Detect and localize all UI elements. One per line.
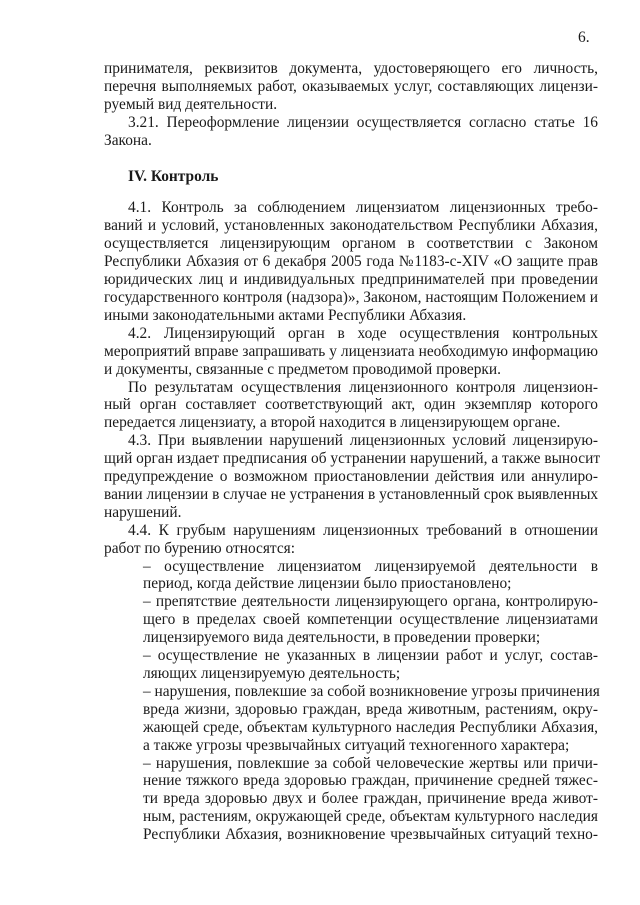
- text-line: государственного контроля (надзора)», Законом, настоящим Положением и: [104, 288, 598, 306]
- text-line: – препятствие деятельности лицензирующего органа, контролирую-: [143, 593, 598, 611]
- text-line: ным, растениям, окружающей среде, объектам культурного наследия: [143, 808, 598, 826]
- text-line: иными законодательными актами Республики Абхазия.: [104, 306, 467, 324]
- text-line: нарушений.: [104, 503, 182, 521]
- text-line: нение тяжкого вреда здоровью граждан, причинение средней тяжес-: [143, 772, 598, 790]
- document-body: [104, 60, 601, 844]
- text-line: – нарушения, повлекшие за собой человеческие жертвы или причи-: [143, 754, 598, 772]
- text-line: вании лицензии в случае не устранения в установленный срок выявленных: [104, 485, 599, 503]
- bullet-item: [143, 647, 598, 683]
- text-line: 4.3. При выявлении нарушений лицензионных условий лицензирую-: [128, 432, 598, 450]
- text-line: 3.21. Переоформление лицензии осуществляется согласно статье 16: [128, 113, 598, 131]
- bullet-item: [143, 558, 598, 594]
- text-line: щий орган издает предписания об устранении нарушений, а также выносит: [104, 450, 601, 468]
- text-line: Республики Абхазия от 6 декабря 2005 года №1183-с-XIV «О защите прав: [104, 253, 598, 271]
- text-line: 4.1. Контроль за соблюдением лицензиатом лицензионных требо-: [128, 199, 598, 217]
- text-line: лицензируемого вида деятельности, в проведении проверки;: [143, 629, 541, 647]
- text-line: жающей среде, объектам культурного наследия Республики Абхазия,: [143, 718, 598, 736]
- text-line: – осуществление лицензиатом лицензируемой деятельности в: [143, 557, 598, 575]
- text-line: – осуществление не указанных в лицензии работ и услуг, состав-: [143, 647, 598, 665]
- text-line: щего в пределах своей компетенции осуществление лицензиатами: [143, 611, 598, 629]
- text-line: ляющих лицензируемую деятельность;: [143, 665, 401, 682]
- paragraph-4-4: [104, 522, 598, 558]
- text-line: ный орган составляет соответствующий акт, один экземпляр которого: [104, 396, 598, 414]
- text-line: руемый вид деятельности.: [104, 95, 278, 113]
- paragraph-4-3: [104, 432, 601, 522]
- text-line: период, когда действие лицензии было приостановлено;: [143, 575, 512, 593]
- paragraph-4-1: [104, 199, 598, 324]
- section-heading: IV. Контроль: [128, 167, 219, 185]
- text-line: предупреждение о возможном приостановлении действия или аннулиро-: [104, 468, 598, 486]
- bullet-item: [143, 683, 598, 755]
- text-line: осуществляется лицензирующим органом в соответствии с Законом: [104, 235, 598, 253]
- text-line: передается лицензиату, а второй находится в лицензирующем органе.: [104, 414, 561, 432]
- text-line: 4.2. Лицензирующий орган в ходе осуществления контрольных: [128, 324, 598, 342]
- page-number: 6.: [578, 29, 590, 46]
- paragraph-3-21: [104, 114, 598, 150]
- text-line: а также угрозы чрезвычайных ситуаций техногенного характера;: [143, 736, 570, 754]
- text-line: 4.4. К грубым нарушениям лицензионных требований в отношении: [128, 521, 598, 539]
- text-line: – нарушения, повлекшие за собой возникновение угрозы причинения: [143, 682, 600, 700]
- text-line: мероприятий вправе запрашивать у лицензиата необходимую информацию: [104, 342, 598, 360]
- bullet-list: [104, 558, 598, 845]
- paragraph-results: [104, 379, 598, 433]
- text-line: По результатам осуществления лицензионного контроля лицензион-: [128, 378, 598, 396]
- text-line: юридических лиц и индивидуальных предпринимателей при проведении: [104, 271, 598, 289]
- text-line: ваний и условий, установленных законодательством Республики Абхазия,: [104, 217, 598, 235]
- text-line: принимателя, реквизитов документа, удостоверяющего его личность,: [104, 60, 598, 77]
- text-line: работ по бурению относятся:: [104, 539, 296, 557]
- text-line: вреда жизни, здоровью граждан, вреда животным, растениям, окру-: [143, 700, 598, 718]
- text-line: Закона.: [104, 131, 152, 149]
- text-line: ти вреда здоровью двух и более граждан, причинение вреда живот-: [143, 790, 598, 808]
- text-line: перечня выполняемых работ, оказываемых услуг, составляющих лицензи-: [104, 77, 598, 95]
- paragraph-intro-continuation: [104, 60, 598, 114]
- text-line: Республики Абхазия, возникновение чрезвычайных ситуаций техно-: [143, 826, 598, 844]
- bullet-item: [143, 593, 598, 647]
- bullet-item: [143, 755, 598, 845]
- paragraph-4-2: [104, 325, 598, 379]
- text-line: и документы, связанные с предметом проводимой проверки.: [104, 360, 501, 378]
